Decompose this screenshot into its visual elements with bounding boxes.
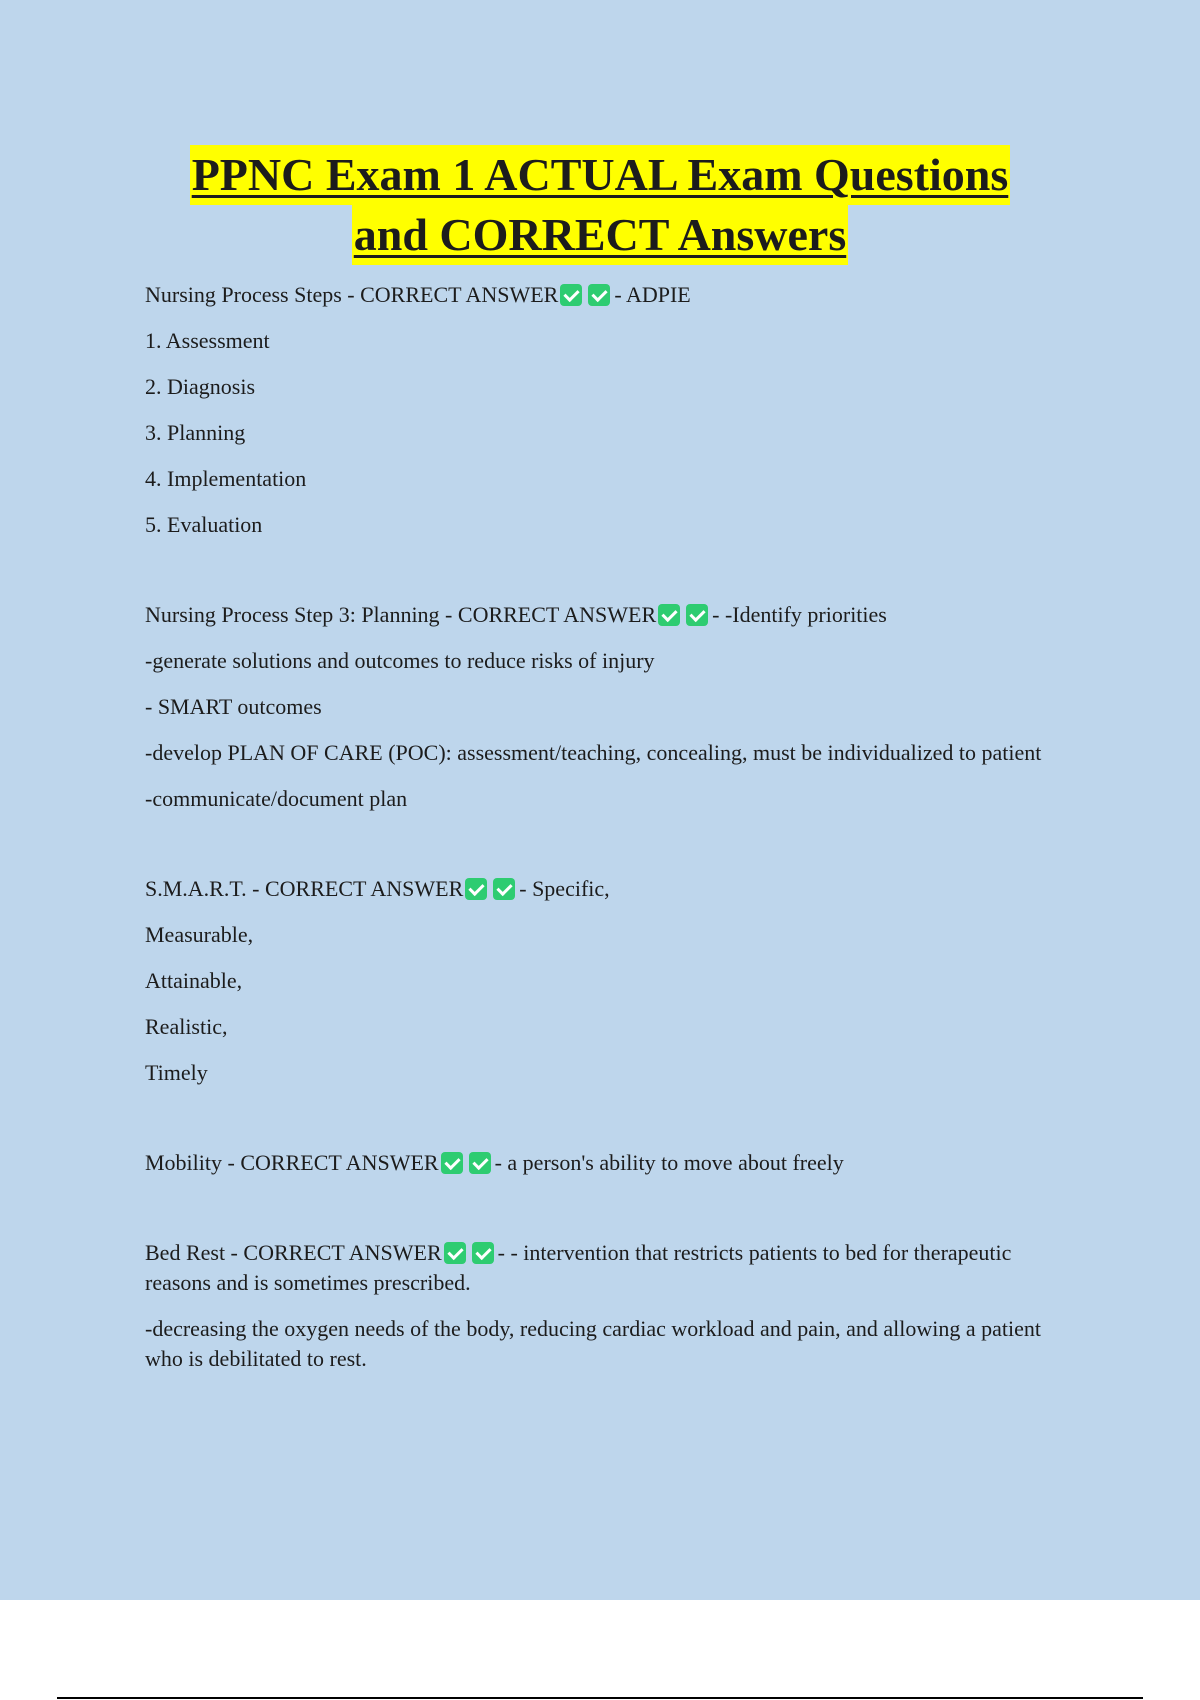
qa-question-line [145,874,1065,904]
check-icon [465,878,487,900]
document-title [0,145,1200,265]
footer-divider [57,1697,1143,1699]
check-icon [560,284,582,306]
qa-question-line [145,1148,1065,1178]
answer-line: 2. Diagnosis [145,374,255,399]
check-icon [472,1242,494,1264]
check-icon [444,1242,466,1264]
answer-text: - Specific, [519,876,610,901]
answer-line: -communicate/document plan [145,786,408,811]
answer-text: - a person's ability to move about freely [494,1150,844,1175]
answer-line: -decreasing the oxygen needs of the body, reducing cardiac workload and pain, and allowing a patient who is debilitated to rest. [145,1316,1041,1371]
answer-line: -develop PLAN OF CARE (POC): assessment/teaching, concealing, must be individualized to patient [145,740,1042,765]
title-line-2: and CORRECT Answers [352,205,848,265]
check-icon [493,878,515,900]
answer-line: Measurable, [145,922,254,947]
qa-question-line [145,1238,1065,1298]
check-icon [658,604,680,626]
answer-line: 4. Implementation [145,466,307,491]
check-icon [686,604,708,626]
answer-text: - -Identify priorities [712,602,887,627]
correct-answer-label: CORRECT ANSWER [265,876,464,901]
question-term: Nursing Process Step 3: Planning - [145,602,458,627]
check-icon [588,284,610,306]
answer-line: 1. Assessment [145,328,270,353]
correct-answer-label: CORRECT ANSWER [457,602,657,627]
check-icon [441,1152,463,1174]
question-term: Mobility - [145,1150,241,1175]
section-gap [145,1194,1065,1238]
title-line-1: PPNC Exam 1 ACTUAL Exam Questions [190,145,1011,205]
answer-line: -generate solutions and outcomes to reduce risks of injury [145,648,655,673]
section-gap [145,830,1065,874]
question-term: Nursing Process Steps - [145,282,361,307]
section-gap [145,1104,1065,1148]
correct-answer-label: CORRECT ANSWER [360,282,559,307]
answer-line: Realistic, [145,1014,228,1039]
answer-line: 3. Planning [145,420,246,445]
section-gap [145,556,1065,600]
answer-line: Timely [145,1060,208,1085]
answer-text: - ADPIE [614,282,691,307]
answer-line: 5. Evaluation [145,512,263,537]
correct-answer-label: CORRECT ANSWER [243,1240,442,1265]
qa-question-line [145,280,1065,310]
answer-text: - - intervention that restricts patients to bed for therapeutic reasons and is sometimes prescribed. [145,1240,1012,1295]
question-term: Bed Rest - [145,1240,244,1265]
qa-content [145,280,1065,1390]
answer-line: - SMART outcomes [145,694,322,719]
answer-line: Attainable, [145,968,243,993]
qa-question-line [145,600,1065,630]
check-icon [469,1152,491,1174]
question-term: S.M.A.R.T. - [145,876,265,901]
correct-answer-label: CORRECT ANSWER [240,1150,439,1175]
